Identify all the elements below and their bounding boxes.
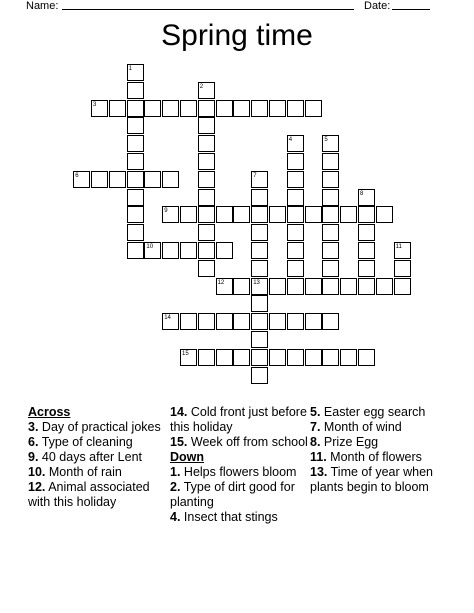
clue-item-number: 6.: [28, 435, 39, 449]
clue-number: 1: [128, 66, 132, 72]
grid-cell[interactable]: [198, 153, 215, 170]
clue-item: [28, 450, 168, 465]
grid-cell[interactable]: [251, 242, 268, 259]
clues-column-1: [28, 405, 168, 510]
grid-cell[interactable]: [180, 349, 197, 366]
grid-cell[interactable]: [127, 171, 144, 188]
grid-cell[interactable]: [109, 171, 126, 188]
grid-cell[interactable]: [269, 100, 286, 117]
grid-cell[interactable]: [198, 242, 215, 259]
grid-cell[interactable]: [251, 100, 268, 117]
grid-cell[interactable]: [340, 278, 357, 295]
grid-cell[interactable]: [394, 278, 411, 295]
grid-cell[interactable]: [216, 100, 233, 117]
clues-column-3: [310, 405, 450, 495]
clue-number: 7: [253, 172, 257, 179]
clue-item-number: 13.: [310, 465, 328, 479]
grid-cell[interactable]: [269, 349, 286, 366]
clue-item-number: 14.: [170, 405, 188, 419]
clue-number: 4: [288, 137, 293, 144]
grid-cell[interactable]: [198, 349, 215, 366]
grid-cell[interactable]: [233, 349, 250, 366]
grid-cell[interactable]: [216, 313, 233, 330]
grid-cell[interactable]: [233, 313, 250, 330]
grid-cell[interactable]: [287, 224, 304, 241]
clue-number: 13: [253, 279, 260, 286]
grid-cell[interactable]: [269, 206, 286, 223]
clue-number: 3: [93, 101, 97, 108]
clue-item: [28, 480, 168, 510]
grid-cell[interactable]: [251, 331, 268, 348]
grid-cell[interactable]: [127, 189, 144, 206]
grid-cell[interactable]: [305, 206, 322, 223]
grid-cell[interactable]: [287, 206, 304, 223]
grid-cell[interactable]: [162, 242, 179, 259]
grid-cell[interactable]: [144, 171, 161, 188]
clue-item-text: Cold front just before this holiday: [170, 405, 307, 434]
grid-cell[interactable]: [251, 189, 268, 206]
clue-item-number: 8.: [310, 435, 321, 449]
clue-item-text: Type of cleaning: [41, 435, 133, 449]
across-heading: Across: [28, 405, 71, 419]
grid-cell[interactable]: [322, 313, 339, 330]
grid-cell[interactable]: [251, 278, 268, 295]
clue-item: [170, 510, 310, 525]
grid-cell[interactable]: [358, 278, 375, 295]
clue-item: [310, 405, 450, 420]
grid-cell[interactable]: [198, 260, 215, 277]
grid-cell[interactable]: [322, 206, 339, 223]
grid-cell[interactable]: [127, 135, 144, 152]
clue-item-number: 10.: [28, 465, 46, 479]
grid-cell[interactable]: [127, 117, 144, 134]
clue-number: 12: [217, 279, 225, 286]
grid-cell[interactable]: [127, 64, 144, 81]
clue-number: 15: [182, 350, 189, 357]
clue-item-number: 12.: [28, 480, 46, 494]
grid-cell[interactable]: [198, 313, 215, 330]
clue-number: 14: [164, 315, 171, 322]
grid-cell[interactable]: [180, 100, 197, 117]
clue-number: 10: [146, 244, 154, 250]
grid-cell[interactable]: [340, 349, 357, 366]
grid-cell[interactable]: [251, 313, 268, 330]
clue-item-text: Easter egg search: [323, 405, 426, 419]
grid-cell[interactable]: [287, 242, 304, 259]
grid-cell[interactable]: [162, 206, 179, 223]
grid-cell[interactable]: [269, 313, 286, 330]
clue-item-text: Animal associated with this holiday: [28, 480, 150, 509]
grid-cell[interactable]: [322, 153, 339, 170]
grid-cell[interactable]: [162, 313, 179, 330]
clue-item-text: Month of flowers: [330, 450, 422, 464]
grid-cell[interactable]: [322, 171, 339, 188]
clue-number: 2: [199, 83, 204, 90]
grid-cell[interactable]: [216, 349, 233, 366]
clue-item-number: 3.: [28, 420, 39, 434]
grid-cell[interactable]: [109, 100, 126, 117]
grid-cell[interactable]: [233, 206, 250, 223]
grid-cell[interactable]: [73, 171, 90, 188]
grid-cell[interactable]: [322, 349, 339, 366]
grid-cell[interactable]: [198, 224, 215, 241]
name-label: Name:: [26, 0, 59, 12]
clue-item: [170, 465, 310, 480]
grid-cell[interactable]: [180, 206, 197, 223]
grid-cell[interactable]: [216, 206, 233, 223]
down-heading: Down: [170, 450, 205, 464]
grid-cell[interactable]: [180, 242, 197, 259]
grid-cell[interactable]: [269, 278, 286, 295]
grid-cell[interactable]: [162, 171, 179, 188]
clue-item-text: 40 days after Lent: [41, 450, 142, 464]
grid-cell[interactable]: [127, 82, 144, 99]
grid-cell[interactable]: [287, 171, 304, 188]
grid-cell[interactable]: [287, 135, 304, 152]
grid-cell[interactable]: [305, 313, 322, 330]
clue-item-number: 7.: [310, 420, 321, 434]
clue-number: 9: [164, 208, 168, 215]
grid-cell[interactable]: [305, 100, 322, 117]
grid-cell[interactable]: [376, 206, 393, 223]
grid-cell[interactable]: [376, 278, 393, 295]
grid-cell[interactable]: [322, 260, 339, 277]
grid-cell[interactable]: [198, 82, 215, 99]
clue-item-text: Month of wind: [323, 420, 402, 434]
grid-cell[interactable]: [162, 100, 179, 117]
clue-item-number: 1.: [170, 465, 181, 479]
grid-cell[interactable]: [358, 189, 375, 206]
clue-item-number: 4.: [170, 510, 181, 524]
grid-cell[interactable]: [144, 100, 161, 117]
clues-column-2: [170, 405, 310, 525]
clue-number: 5: [324, 137, 328, 144]
grid-cell[interactable]: [233, 278, 250, 295]
page-title: Spring time: [161, 19, 313, 52]
clue-item: [310, 420, 450, 435]
grid-cell[interactable]: [198, 189, 215, 206]
clue-item-text: Week off from school: [190, 435, 308, 449]
grid-cell[interactable]: [358, 260, 375, 277]
clue-item-text: Insect that stings: [183, 510, 278, 524]
grid-cell[interactable]: [287, 313, 304, 330]
grid-cell[interactable]: [305, 278, 322, 295]
grid-cell[interactable]: [358, 206, 375, 223]
grid-cell[interactable]: [251, 224, 268, 241]
grid-cell[interactable]: [251, 367, 268, 384]
clue-item-number: 9.: [28, 450, 39, 464]
grid-cell[interactable]: [180, 313, 197, 330]
grid-cell[interactable]: [251, 171, 268, 188]
grid-cell[interactable]: [198, 171, 215, 188]
clue-number: 8: [360, 190, 364, 197]
grid-cell[interactable]: [322, 242, 339, 259]
grid-cell[interactable]: [198, 117, 215, 134]
grid-cell[interactable]: [358, 224, 375, 241]
grid-cell[interactable]: [251, 295, 268, 312]
grid-cell[interactable]: [216, 278, 233, 295]
grid-cell[interactable]: [144, 242, 161, 259]
grid-cell[interactable]: [198, 206, 215, 223]
grid-cell[interactable]: [305, 349, 322, 366]
clue-number: 11: [395, 244, 402, 250]
grid-cell[interactable]: [394, 242, 411, 259]
grid-cell[interactable]: [322, 224, 339, 241]
clue-item-text: Time of year when plants begin to bloom: [310, 465, 433, 494]
grid-cell[interactable]: [251, 260, 268, 277]
clue-item: [310, 435, 450, 450]
grid-cell[interactable]: [287, 100, 304, 117]
clue-item-text: Type of dirt good for planting: [170, 480, 295, 509]
grid-cell[interactable]: [91, 100, 108, 117]
grid-cell[interactable]: [233, 100, 250, 117]
grid-cell[interactable]: [127, 100, 144, 117]
grid-cell[interactable]: [198, 100, 215, 117]
clue-item-number: 5.: [310, 405, 321, 419]
grid-cell[interactable]: [251, 349, 268, 366]
clue-item: [310, 465, 450, 495]
clue-number: 6: [75, 172, 79, 179]
grid-cell[interactable]: [322, 278, 339, 295]
grid-cell[interactable]: [127, 206, 144, 223]
clue-item: [28, 465, 168, 480]
grid-cell[interactable]: [322, 135, 339, 152]
grid-cell[interactable]: [340, 206, 357, 223]
grid-cell[interactable]: [287, 153, 304, 170]
grid-cell[interactable]: [127, 224, 144, 241]
clue-item-text: Helps flowers bloom: [183, 465, 297, 479]
grid-cell[interactable]: [287, 349, 304, 366]
clue-item-number: 2.: [170, 480, 181, 494]
grid-cell[interactable]: [127, 242, 144, 259]
clue-item: [170, 435, 310, 450]
grid-cell[interactable]: [91, 171, 108, 188]
clue-item-text: Month of rain: [48, 465, 122, 479]
clue-item: [310, 450, 450, 465]
clue-item-number: 11.: [310, 450, 327, 464]
grid-cell[interactable]: [287, 278, 304, 295]
grid-cell[interactable]: [127, 153, 144, 170]
grid-cell[interactable]: [198, 135, 215, 152]
grid-cell[interactable]: [216, 242, 233, 259]
grid-cell[interactable]: [358, 242, 375, 259]
grid-cell[interactable]: [251, 206, 268, 223]
grid-cell[interactable]: [287, 189, 304, 206]
clue-item-number: 15.: [170, 435, 188, 449]
clue-item-text: Day of practical jokes: [41, 420, 161, 434]
grid-cell[interactable]: [358, 349, 375, 366]
clue-item: [28, 435, 168, 450]
clue-item: [170, 480, 310, 510]
clue-item: [28, 420, 168, 435]
grid-cell[interactable]: [322, 189, 339, 206]
clue-item: [170, 405, 310, 435]
clue-item-text: Prize Egg: [323, 435, 379, 449]
date-label: Date:: [364, 0, 391, 12]
grid-cell[interactable]: [394, 260, 411, 277]
grid-cell[interactable]: [287, 260, 304, 277]
